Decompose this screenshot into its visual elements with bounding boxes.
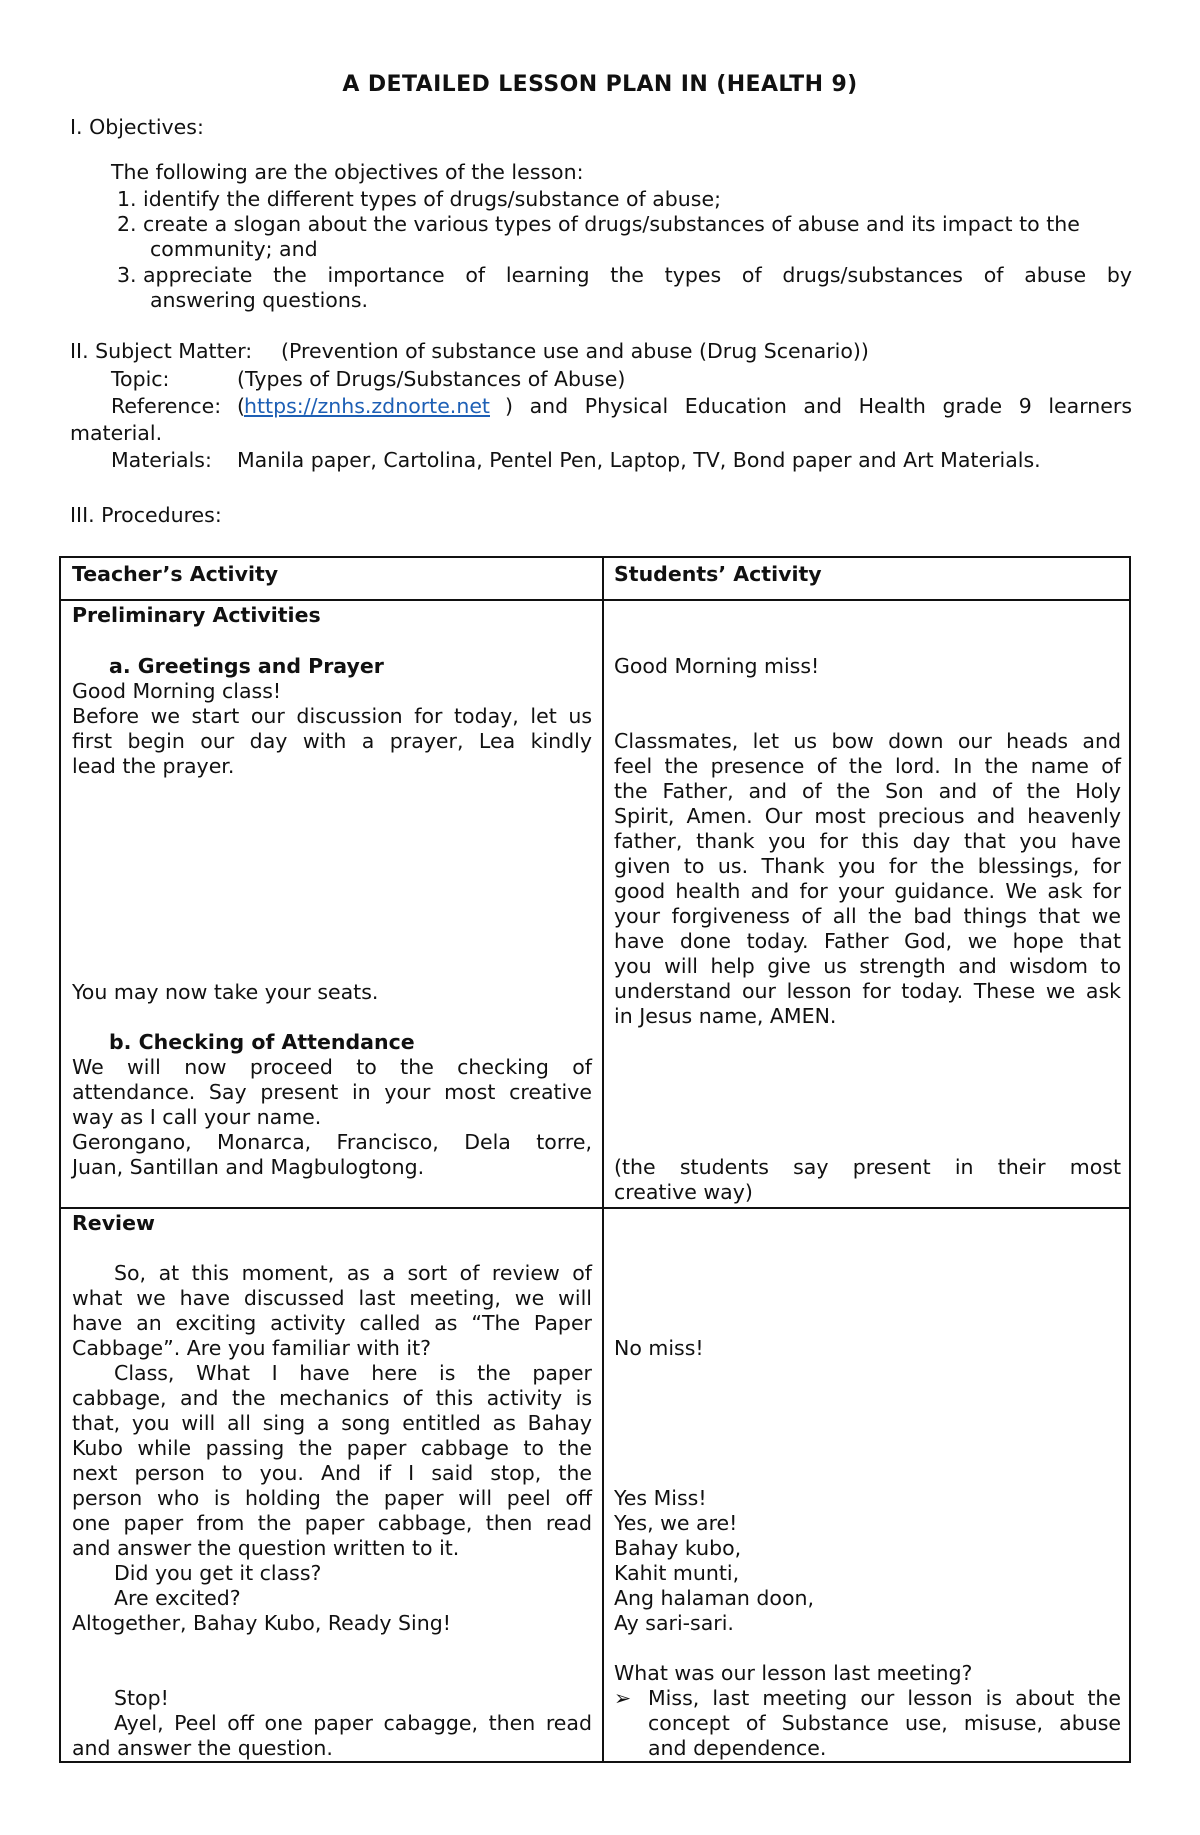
- teacher-prayer-line: first begin our day with a prayer, Lea kindly: [72, 729, 592, 753]
- teacher-stop: Stop!: [114, 1686, 169, 1710]
- student-song-line: Bahay kubo,: [614, 1536, 742, 1560]
- subject-matter-heading: II. Subject Matter:: [70, 339, 253, 363]
- student-prayer-line: have done today. Father God, we hope that: [614, 929, 1121, 953]
- greetings-heading: a. Greetings and Prayer: [109, 654, 384, 678]
- teacher-mechanics-line: Kubo while passing the paper cabbage to the: [72, 1436, 592, 1460]
- student-greeting: Good Morning miss!: [614, 654, 820, 678]
- objective-item: identify the different types of drugs/substance of abuse;: [143, 187, 721, 211]
- student-prayer-line: you will help give us strength and wisdom to: [614, 954, 1121, 978]
- students-column-header: Students’ Activity: [614, 562, 822, 586]
- objectives-heading: I. Objectives:: [70, 115, 204, 139]
- student-present-line: (the students say present in their most: [614, 1155, 1121, 1179]
- review-heading: Review: [72, 1211, 155, 1235]
- student-prayer-line: Classmates, let us bow down our heads and: [614, 729, 1121, 753]
- student-reply: No miss!: [614, 1336, 704, 1360]
- teacher-mechanics-line: and answer the question written to it.: [72, 1536, 460, 1560]
- topic-value: (Types of Drugs/Substances of Abuse): [237, 367, 626, 391]
- teacher-question: Are excited?: [114, 1586, 241, 1610]
- objective-number: 2.: [117, 212, 137, 236]
- header-row-divider: [61, 599, 1131, 601]
- topic-label: Topic:: [111, 367, 170, 391]
- objective-item: appreciate the importance of learning the types of drugs/substances of abuse by: [143, 263, 1132, 287]
- teacher-mechanics-line: cabbage, and the mechanics of this activity is: [72, 1386, 592, 1410]
- procedures-table: [59, 556, 1131, 1763]
- teacher-mechanics-line: person who is holding the paper will peel off: [72, 1486, 592, 1510]
- teacher-mechanics-line: Class, What I have here is the paper: [114, 1361, 592, 1385]
- teacher-review-line: what we have discussed last meeting, we will: [72, 1286, 592, 1310]
- teacher-attendance-line: Juan, Santillan and Magbulogtong.: [72, 1155, 425, 1179]
- teacher-attendance-line: attendance. Say present in your most creative: [72, 1080, 592, 1104]
- student-prayer-line: the Father, and of the Son and of the Holy: [614, 779, 1121, 803]
- procedures-heading: III. Procedures:: [70, 503, 222, 527]
- student-song-line: Yes Miss!: [614, 1486, 707, 1510]
- student-song-line: Kahit munti,: [614, 1561, 740, 1585]
- student-prayer-line: in Jesus name, AMEN.: [614, 1004, 837, 1028]
- objective-item-continued: answering questions.: [150, 288, 369, 312]
- student-prayer-line: feel the presence of the lord. In the name of: [614, 754, 1121, 778]
- teacher-attendance-line: Gerongano, Monarca, Francisco, Dela torre,: [72, 1130, 592, 1154]
- subject-matter-value: (Prevention of substance use and abuse (Drug Scenario)): [281, 339, 869, 363]
- teacher-prayer-line: lead the prayer.: [72, 754, 235, 778]
- document-title: A DETAILED LESSON PLAN IN (HEALTH 9): [342, 72, 858, 97]
- reference-rest: ) and Physical Education and Health grade 9 learners: [505, 394, 1132, 418]
- student-present-line: creative way): [614, 1180, 753, 1204]
- reference-link[interactable]: https://znhs.zdnorte.net: [244, 394, 490, 418]
- student-prayer-line: good health and for your guidance. We ask for: [614, 879, 1121, 903]
- teacher-attendance-line: way as I call your name.: [72, 1105, 322, 1129]
- student-song-line: Ay sari-sari.: [614, 1611, 734, 1635]
- student-prayer-line: father, thank you for this day that you have: [614, 829, 1121, 853]
- teacher-prayer-line: Before we start our discussion for today, let us: [72, 704, 592, 728]
- materials-label: Materials:: [111, 448, 212, 472]
- review-row-divider: [61, 1207, 1131, 1209]
- student-answer-line: Miss, last meeting our lesson is about the: [648, 1686, 1121, 1710]
- student-question: What was our lesson last meeting?: [614, 1661, 973, 1685]
- student-prayer-line: your forgiveness of all the bad things that we: [614, 904, 1121, 928]
- reference-continued: material.: [70, 421, 163, 445]
- attendance-heading: b. Checking of Attendance: [109, 1030, 415, 1054]
- student-prayer-line: given to us. Thank you for the blessings, for: [614, 854, 1121, 878]
- objective-number: 3.: [117, 263, 137, 287]
- student-song-line: Yes, we are!: [614, 1511, 738, 1535]
- teacher-review-line: Cabbage”. Are you familiar with it?: [72, 1336, 432, 1360]
- teacher-peel-line: Ayel, Peel off one paper cabagge, then read: [114, 1711, 592, 1735]
- teacher-peel-line: and answer the question.: [72, 1736, 333, 1760]
- teacher-instruction: Altogether, Bahay Kubo, Ready Sing!: [72, 1611, 451, 1635]
- student-prayer-line: understand our lesson for today. These we ask: [614, 979, 1121, 1003]
- student-answer-line: and dependence.: [648, 1736, 827, 1760]
- objective-item: create a slogan about the various types of drugs/substances of abuse and its impact to the: [143, 212, 1080, 236]
- teacher-mechanics-line: one paper from the paper cabbage, then read: [72, 1511, 592, 1535]
- teacher-question: Did you get it class?: [114, 1561, 322, 1585]
- teacher-column-header: Teacher’s Activity: [72, 562, 279, 586]
- teacher-review-line: So, at this moment, as a sort of review of: [114, 1261, 592, 1285]
- objective-number: 1.: [117, 187, 137, 211]
- reference-label: Reference:: [111, 394, 222, 418]
- objectives-intro: The following are the objectives of the lesson:: [111, 160, 584, 184]
- teacher-review-line: have an exciting activity called as “The Paper: [72, 1311, 592, 1335]
- student-answer-line: concept of Substance use, misuse, abuse: [648, 1711, 1121, 1735]
- objective-item-continued: community; and: [150, 237, 318, 261]
- teacher-mechanics-line: next person to you. And if I said stop, the: [72, 1461, 592, 1485]
- teacher-attendance-line: We will now proceed to the checking of: [72, 1055, 592, 1079]
- column-divider: [602, 558, 604, 1763]
- reference-open-paren: (: [237, 394, 245, 418]
- student-song-line: Ang halaman doon,: [614, 1586, 815, 1610]
- arrow-bullet-icon: ➢: [614, 1686, 632, 1710]
- teacher-greeting: Good Morning class!: [72, 679, 282, 703]
- student-prayer-line: Spirit, Amen. Our most precious and heavenly: [614, 804, 1121, 828]
- materials-value: Manila paper, Cartolina, Pentel Pen, Laptop, TV, Bond paper and Art Materials.: [237, 448, 1041, 472]
- preliminary-heading: Preliminary Activities: [72, 603, 321, 627]
- teacher-seats: You may now take your seats.: [72, 980, 379, 1004]
- teacher-mechanics-line: that, you will all sing a song entitled as Bahay: [72, 1411, 592, 1435]
